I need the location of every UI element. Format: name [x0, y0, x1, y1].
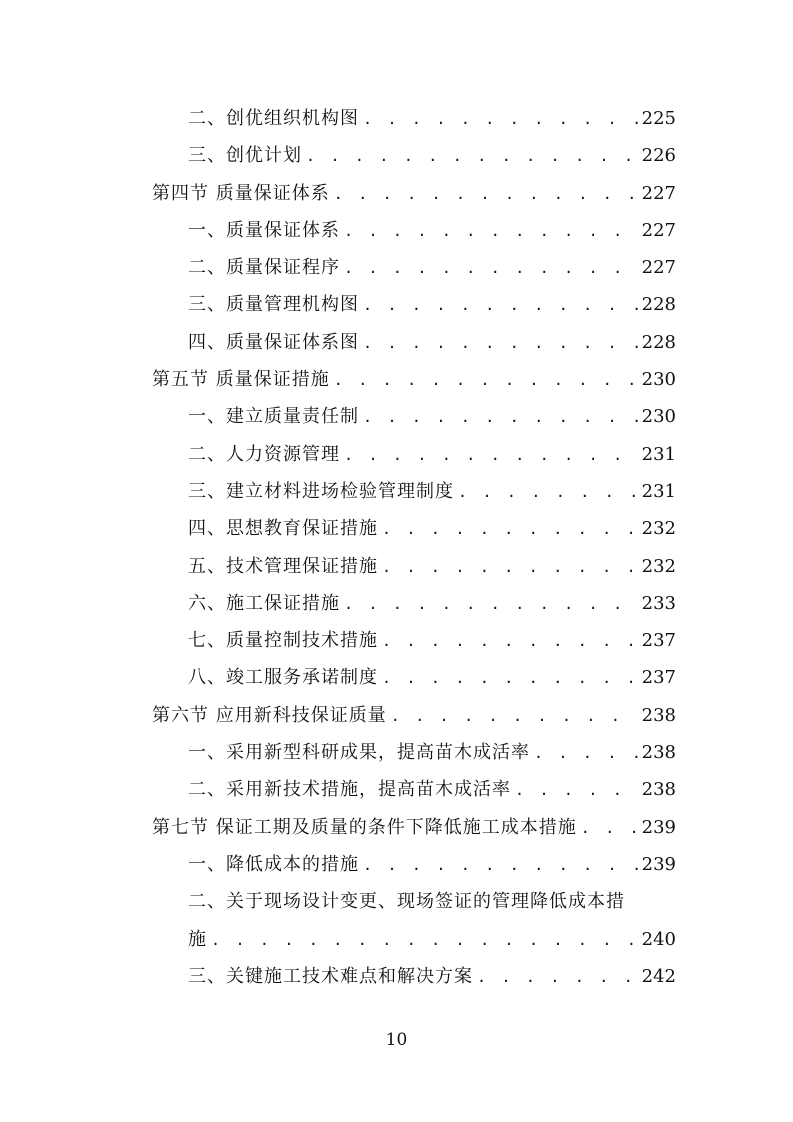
toc-entry-label: 三、关键施工技术难点和解决方案 — [188, 965, 473, 987]
toc-leader-dots — [334, 362, 638, 399]
toc-entry[interactable] — [152, 771, 676, 808]
toc-entry-page: 239 — [641, 816, 676, 838]
toc-entry[interactable] — [152, 436, 676, 473]
toc-entry-page: 231 — [641, 443, 676, 465]
toc-leader-dots — [306, 138, 638, 175]
toc-entry[interactable] — [152, 659, 676, 696]
toc-entry[interactable] — [152, 883, 676, 920]
toc-entry[interactable] — [152, 734, 676, 771]
toc-entry-page: 238 — [641, 742, 676, 764]
toc-entry-page: 227 — [641, 219, 676, 241]
toc-entry-label: 五、技术管理保证措施 — [188, 555, 378, 577]
toc-leader-dots — [581, 810, 638, 847]
toc-entry-page: 230 — [641, 369, 676, 391]
toc-entry-label: 四、质量保证体系图 — [188, 331, 359, 353]
toc-entry-page: 242 — [641, 965, 676, 987]
toc-leader-dots — [363, 287, 638, 324]
toc-entry-label: 二、创优组织机构图 — [188, 108, 359, 129]
toc-section-entry[interactable] — [152, 175, 676, 212]
toc-entry[interactable] — [152, 510, 676, 547]
toc-entry[interactable] — [152, 958, 676, 995]
toc-entry-page: 237 — [641, 667, 676, 689]
page-number: 10 — [385, 1030, 408, 1050]
toc-entry-label: 七、质量控制技术措施 — [188, 630, 378, 652]
toc-entry-label: 六、施工保证措施 — [188, 592, 340, 614]
table-of-contents — [152, 100, 676, 995]
toc-entry-page: 238 — [641, 779, 676, 801]
toc-leader-dots — [391, 698, 638, 735]
toc-entry-page: 227 — [641, 182, 676, 204]
toc-entry[interactable] — [152, 398, 676, 435]
toc-entry-page: 240 — [641, 928, 676, 950]
toc-entry-continuation[interactable] — [152, 921, 676, 958]
toc-entry-page: 225 — [641, 108, 676, 129]
toc-entry-label: 四、思想教育保证措施 — [188, 518, 378, 540]
toc-entry[interactable] — [152, 249, 676, 286]
toc-leader-dots — [363, 325, 638, 362]
toc-entry[interactable] — [152, 585, 676, 622]
toc-section-entry[interactable] — [152, 809, 676, 846]
toc-section-entry[interactable] — [152, 361, 676, 398]
toc-leader-dots — [382, 660, 638, 697]
toc-entry-page: 238 — [641, 704, 676, 726]
toc-leader-dots — [363, 101, 638, 138]
toc-leader-dots — [334, 176, 638, 213]
toc-entry-label: 第五节 质量保证措施 — [152, 369, 330, 391]
toc-leader-dots — [534, 735, 638, 772]
toc-entry[interactable] — [152, 622, 676, 659]
toc-entry-page: 231 — [641, 480, 676, 502]
toc-entry-label: 第六节 应用新科技保证质量 — [152, 704, 387, 726]
toc-entry-label: 一、质量保证体系 — [188, 219, 340, 241]
toc-entry-label: 二、关于现场设计变更、现场签证的管理降低成本措 — [188, 891, 625, 913]
toc-entry-page: 228 — [641, 294, 676, 316]
toc-leader-dots — [382, 549, 638, 586]
toc-entry[interactable] — [152, 324, 676, 361]
toc-entry-label: 一、采用新型科研成果，提高苗木成活率 — [188, 742, 530, 764]
toc-entry-label: 三、质量管理机构图 — [188, 294, 359, 316]
toc-entry[interactable] — [152, 137, 676, 174]
toc-entry-page: 237 — [641, 630, 676, 652]
toc-leader-dots — [344, 213, 638, 250]
toc-entry-label: 三、建立材料进场检验管理制度 — [188, 480, 454, 502]
toc-entry-label: 第四节 质量保证体系 — [152, 182, 330, 204]
toc-entry-page: 230 — [641, 406, 676, 428]
toc-leader-dots — [515, 772, 638, 809]
toc-entry-label: 八、竣工服务承诺制度 — [188, 667, 378, 689]
toc-entry-label: 三、创优计划 — [188, 145, 302, 167]
toc-section-entry[interactable] — [152, 697, 676, 734]
toc-leader-dots — [458, 474, 638, 511]
toc-entry-label: 第七节 保证工期及质量的条件下降低施工成本措施 — [152, 816, 577, 838]
toc-entry-page: 226 — [641, 145, 676, 167]
toc-leader-dots — [477, 959, 638, 996]
toc-leader-dots — [363, 847, 638, 884]
toc-entry[interactable] — [152, 846, 676, 883]
toc-entry[interactable] — [152, 548, 676, 585]
toc-leader-dots — [344, 250, 638, 287]
toc-entry-label-continuation: 施 — [188, 928, 207, 950]
toc-entry-page: 232 — [641, 555, 676, 577]
toc-leader-dots — [382, 511, 638, 548]
toc-entry[interactable] — [152, 212, 676, 249]
toc-entry-page: 227 — [641, 257, 676, 279]
toc-leader-dots — [344, 437, 638, 474]
toc-leader-dots — [382, 623, 638, 660]
toc-entry[interactable] — [152, 286, 676, 323]
toc-leader-dots — [211, 922, 638, 959]
toc-leader-dots — [363, 399, 638, 436]
toc-entry-page: 232 — [641, 518, 676, 540]
toc-entry-page: 228 — [641, 331, 676, 353]
toc-entry-label: 一、建立质量责任制 — [188, 406, 359, 428]
toc-entry-label: 一、降低成本的措施 — [188, 853, 359, 875]
toc-entry[interactable] — [152, 473, 676, 510]
toc-leader-dots — [344, 586, 638, 623]
toc-entry-label: 二、人力资源管理 — [188, 443, 340, 465]
toc-entry[interactable] — [152, 100, 676, 137]
toc-entry-page: 239 — [641, 853, 676, 875]
toc-entry-label: 二、采用新技术措施，提高苗木成活率 — [188, 779, 511, 801]
toc-entry-page: 233 — [641, 592, 676, 614]
toc-entry-label: 二、质量保证程序 — [188, 257, 340, 279]
